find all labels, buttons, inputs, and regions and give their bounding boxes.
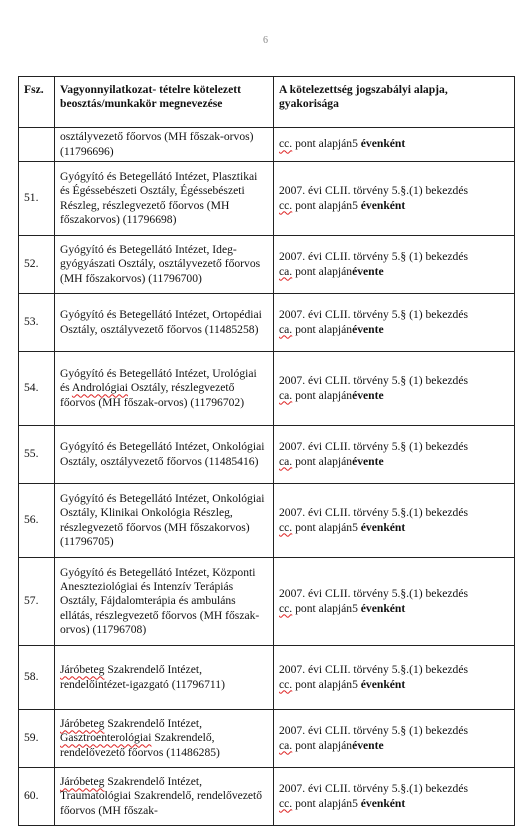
spellcheck-word: ca. [279,322,293,336]
spellcheck-word: cc. [279,520,293,534]
position-description [55,710,274,768]
basis-text: pont alapján5 [292,677,361,691]
row-number [19,128,55,162]
obligation-table [18,76,515,826]
spellcheck-word: ca. [279,738,293,752]
frequency: évente [352,454,384,468]
basis-text: pont alapján [292,322,353,336]
basis-line [279,265,509,279]
position-description [55,352,274,426]
legal-basis [274,294,515,352]
table-row [19,768,515,826]
description-text: Gyógyító és Betegellátó Intézet, Onkológiai Osztály, Klinikai Onkológia Részleg, részlegvezető főorvos (MH főszakorvos) (11796705) [60,492,265,548]
description-text: Szakrendelő Intézet, [104,717,202,731]
legal-basis [274,768,515,826]
description-text: Gyógyító és Betegellátó Intézet, Központi Aneszteziológiai és Intenzív Terápiás Osztály, Fájdalomterápia és ambuláns ellátás, részlegvezető főorvos (MH főszak-orvos) (11796708) [60,566,260,636]
frequency: évente [352,322,384,336]
description-text: Gyógyító és Betegellátó Intézet, Ideg-gyógyászati Osztály, osztályvezető főorvos (MH főszakorvos) (11796700) [60,243,261,285]
legal-basis [274,128,515,162]
position-description [55,558,274,646]
row-number: 53. [19,294,55,352]
row-number: 55. [19,426,55,484]
description-text: Osztály, részlegvezető főorvos (MH főszak-orvos) (11796702) [60,381,245,409]
basis-text: pont alapján5 [292,198,361,212]
basis-text: pont alapján [292,388,353,402]
law-reference: 2007. évi CLII. törvény 5.§ (1) bekezdés [279,724,468,738]
legal-basis [274,558,515,646]
frequency: évenként [360,137,406,151]
spellcheck-word: cc. [279,198,293,212]
basis-line [279,455,509,469]
position-description [55,236,274,294]
legal-basis [274,162,515,236]
description-text: Szakrendelő Intézet, Traumatológiai Szakrendelő, rendelővezető főorvos (MH főszak- [60,775,263,817]
basis-line [279,678,509,692]
table-row [19,352,515,426]
basis-line [279,521,509,535]
description-text: Gyógyító és Betegellátó Intézet, Urológiai és [60,367,257,395]
legal-basis [274,710,515,768]
basis-text: pont alapján [292,454,353,468]
header-legal-basis: A kötelezettség jogszabályi alapja, gyakorisága [274,77,515,128]
spellcheck-word: cc. [279,796,293,810]
frequency: évente [352,388,384,402]
basis-line [279,137,509,151]
row-number: 57. [19,558,55,646]
table-row [19,294,515,352]
table-row [19,558,515,646]
legal-basis [274,352,515,426]
row-number: 52. [19,236,55,294]
row-number: 58. [19,646,55,710]
table-row [19,710,515,768]
position-description [55,426,274,484]
frequency: évenként [360,198,406,212]
position-description [55,646,274,710]
header-serial-number: Fsz. [19,77,55,128]
description-text: Szakrendelő, rendelővezető főorvos (11486285) [60,731,220,759]
basis-text: pont alapján5 [292,601,361,615]
spellcheck-word: ca. [279,454,293,468]
spellcheck-word: Gasztroenterológiai [60,731,152,745]
law-reference: 2007. évi CLII. törvény 5.§ (1) bekezdés [279,374,468,388]
position-description [55,768,274,826]
description-text: Szakrendelő Intézet, rendelőintézet-igazgató (11796711) [60,663,225,691]
row-number: 54. [19,352,55,426]
frequency: évenként [360,796,406,810]
row-number: 51. [19,162,55,236]
basis-text: pont alapján5 [292,796,361,810]
law-reference: 2007. évi CLII. törvény 5.§ (1) bekezdés [279,308,468,322]
basis-text: pont alapján [292,264,353,278]
description-text: Gyógyító és Betegellátó Intézet, Plasztikai és Égéssebészeti Osztály, Égéssebészeti Részleg, részlegvezető főorvos (MH főszakorvos) (11796698) [60,170,258,226]
legal-basis [274,646,515,710]
spellcheck-word: Andrológiai [71,381,128,395]
row-number: 56. [19,484,55,558]
basis-text: pont alapján [292,738,353,752]
basis-line [279,199,509,213]
basis-text: pont alapján5 [292,520,361,534]
table-row [19,646,515,710]
table-row [19,484,515,558]
description-text: osztályvezető főorvos (MH főszak-orvos) (11796696) [60,130,254,158]
row-number: 60. [19,768,55,826]
basis-line [279,389,509,403]
frequency: évente [352,738,384,752]
frequency: évenként [360,677,406,691]
spellcheck-word: ca. [279,264,293,278]
spellcheck-word: cc. [279,677,293,691]
law-reference: 2007. évi CLII. törvény 5.§.(1) bekezdés [279,782,468,796]
frequency: évenként [360,601,406,615]
table-row [19,128,515,162]
description-text: Gyógyító és Betegellátó Intézet, Ortopédiai Osztály, osztályvezető főorvos (11485258) [60,308,262,336]
spellcheck-word: cc. [279,601,293,615]
spellcheck-word: Járóbeteg [60,717,105,731]
description-text: Gyógyító és Betegellátó Intézet, Onkológiai Osztály, osztályvezető főorvos (11485416) [60,440,265,468]
basis-text: pont alapján5 [292,137,361,151]
legal-basis [274,426,515,484]
table-row [19,236,515,294]
law-reference: 2007. évi CLII. törvény 5.§ (1) bekezdés [279,250,468,264]
spellcheck-word: Járóbeteg [60,663,105,677]
table-row [19,162,515,236]
law-reference: 2007. évi CLII. törvény 5.§.(1) bekezdés [279,184,468,198]
position-description [55,162,274,236]
table-row [19,426,515,484]
position-description [55,128,274,162]
header-position-name: Vagyonnyilatkozat- tételre kötelezett beosztás/munkakör megnevezése [55,77,274,128]
table-header-row [19,77,515,128]
basis-line [279,739,509,753]
basis-line [279,323,509,337]
spellcheck-word: ca. [279,388,293,402]
legal-basis [274,484,515,558]
spellcheck-word: cc. [279,137,293,151]
row-number: 59. [19,710,55,768]
basis-line [279,797,509,811]
page-number: 6 [263,35,268,46]
position-description [55,484,274,558]
position-description [55,294,274,352]
law-reference: 2007. évi CLII. törvény 5.§.(1) bekezdés [279,506,468,520]
law-reference: 2007. évi CLII. törvény 5.§.(1) bekezdés [279,663,468,677]
spellcheck-word: Járóbeteg [60,775,105,789]
legal-basis [274,236,515,294]
frequency: évenként [360,520,406,534]
table-body [19,128,515,826]
law-reference: 2007. évi CLII. törvény 5.§ (1) bekezdés [279,440,468,454]
basis-line [279,602,509,616]
frequency: évente [352,264,384,278]
law-reference: 2007. évi CLII. törvény 5.§.(1) bekezdés [279,587,468,601]
